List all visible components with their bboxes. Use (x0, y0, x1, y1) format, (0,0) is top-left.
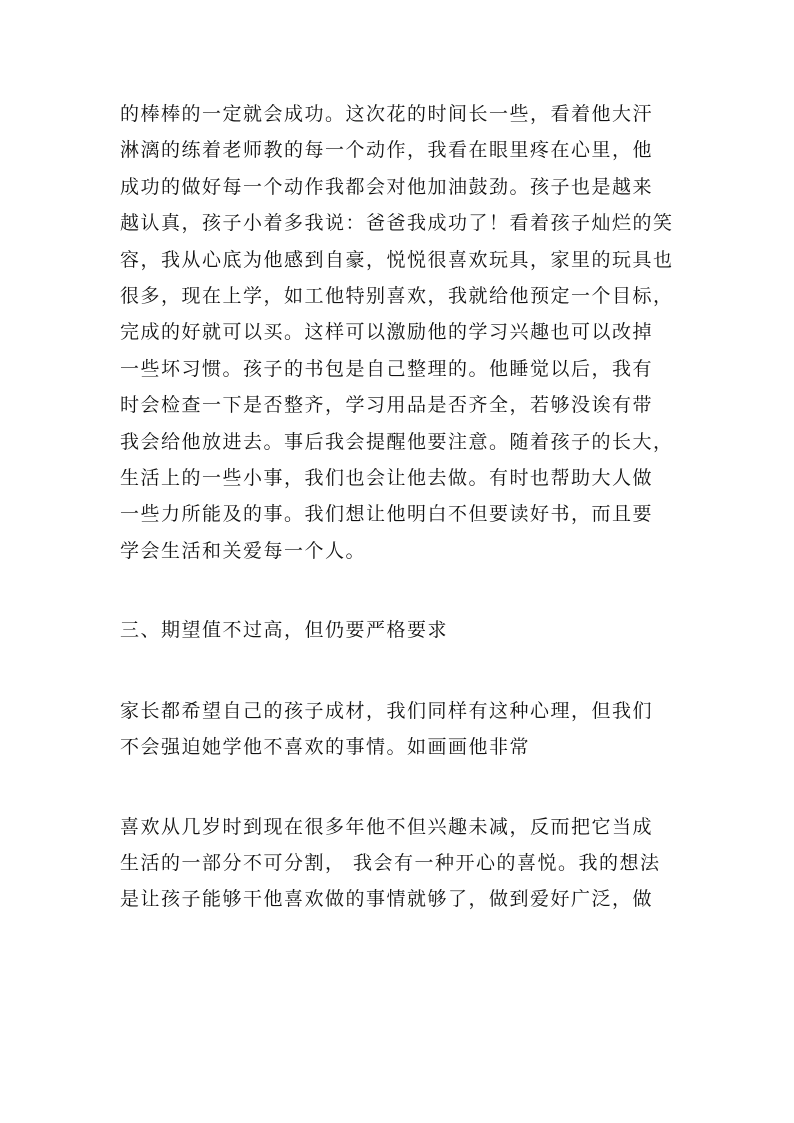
document-page (120, 96, 676, 918)
text-line: 不会强迫她学他不喜欢的事情。如画画他非常 (120, 736, 531, 759)
paragraph-spacer (120, 766, 676, 809)
text-line: 一些坏习惯。孩子的书包是自己整理的。他睡觉以后，我有 (120, 357, 654, 380)
text-line: 家长都希望自己的孩子成材，我们同样有这种心理，但我们 (120, 699, 654, 722)
text-line: 时会检查一下是否整齐，学习用品是否齐全，若够没诶有带 (120, 394, 654, 417)
text-line: 淋漓的练着老师教的每一个动作，我看在眼里疼在心里，他 (120, 139, 654, 162)
text-line: 生活上的一些小事，我们也会让他去做。有时也帮助大人做 (120, 467, 654, 490)
text-line: 越认真，孩子小着多我说：爸爸我成功了！看着孩子灿烂的笑 (120, 212, 674, 235)
text-line: 是让孩子能够干他喜欢做的事情就够了，做到爱好广泛，做 (120, 888, 654, 911)
text-line: 喜欢从几岁时到现在很多年他不但兴趣未减，反而把它当成 (120, 815, 654, 838)
text-line: 的棒棒的一定就会成功。这次花的时间长一些，看着他大汗 (120, 103, 654, 125)
text-line: 我会给他放进去。事后我会提醒他要注意。随着孩子的长大， (120, 430, 674, 453)
text-line: 学会生活和关爱每一个人。 (120, 539, 367, 562)
paragraph-spacer (120, 569, 676, 612)
text-line: 容，我从心底为他感到自豪，悦悦很喜欢玩具，家里的玩具也 (120, 248, 674, 271)
text-line: 一些力所能及的事。我们想让他明白不但要读好书，而且要 (120, 503, 654, 526)
text-line: 很多，现在上学，如工他特别喜欢，我就给他预定一个目标， (120, 285, 674, 308)
section-heading: 三、期望值不过高，但仍要严格要求 (120, 619, 449, 642)
text-line: 完成的好就可以买。这样可以激励他的学习兴趣也可以改掉 (120, 321, 654, 344)
text-line: 生活的一部分不可分割， 我会有一种开心的喜悦。我的想法 (120, 851, 661, 874)
paragraph-3 (120, 809, 676, 918)
text-line: 成功的做好每一个动作我都会对他加油鼓劲。孩子也是越来 (120, 175, 654, 198)
paragraph-spacer (120, 649, 676, 693)
paragraph-1 (120, 96, 676, 569)
paragraph-2 (120, 693, 676, 766)
